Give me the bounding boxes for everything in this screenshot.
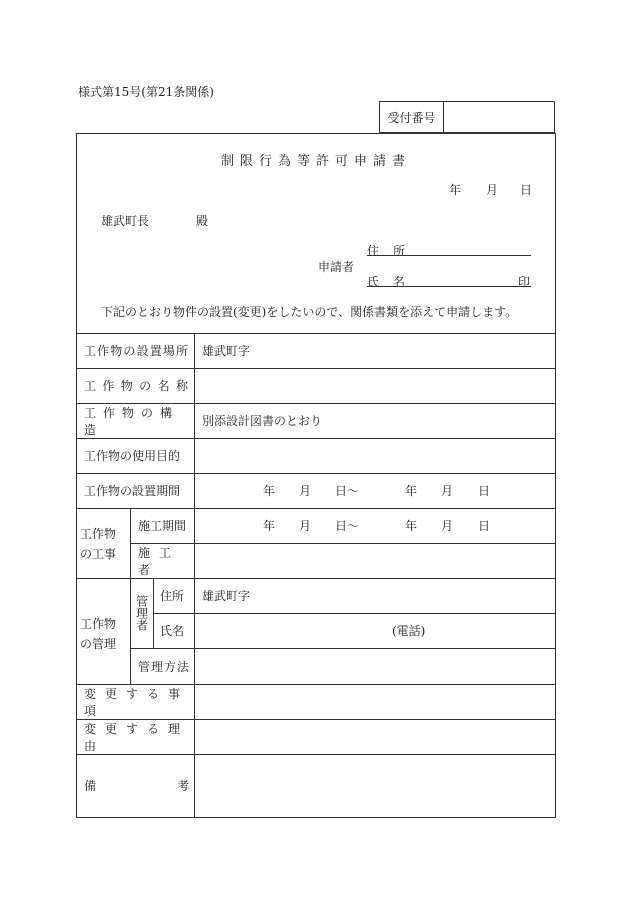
manager-address-value[interactable]: 雄武町字 bbox=[202, 589, 251, 603]
install-start-month: 月 bbox=[299, 484, 312, 498]
usage-purpose-label: 工作物の使用目的 bbox=[84, 449, 181, 463]
install-end-year: 年 bbox=[405, 484, 418, 498]
address-underline[interactable] bbox=[367, 255, 531, 256]
date-day: 日 bbox=[520, 183, 533, 197]
location-value[interactable]: 雄武町字 bbox=[202, 344, 251, 358]
install-end-month: 月 bbox=[441, 484, 454, 498]
change-item-value[interactable] bbox=[202, 684, 552, 719]
receipt-number-box bbox=[379, 101, 555, 133]
receipt-number-label: 受付番号 bbox=[380, 102, 444, 132]
table-column-rule bbox=[153, 578, 154, 648]
change-reason-label: 変更する理由 bbox=[84, 721, 190, 753]
install-start-year: 年 bbox=[263, 484, 276, 498]
construction-start-year: 年 bbox=[263, 519, 276, 533]
manager-label: 管理者 bbox=[134, 595, 149, 631]
receipt-number-field[interactable] bbox=[444, 102, 554, 132]
construction-start-day: 日〜 bbox=[335, 519, 360, 533]
form-number-label: 様式第15号(第21条関係) bbox=[78, 85, 214, 99]
table-rule bbox=[153, 613, 556, 614]
construction-end-year: 年 bbox=[405, 519, 418, 533]
construction-group-line1: 工作物 bbox=[80, 527, 117, 541]
manager-name-label: 氏名 bbox=[160, 624, 185, 638]
construction-end-month: 月 bbox=[441, 519, 454, 533]
manager-phone-label: (電話) bbox=[392, 624, 426, 638]
change-reason-value[interactable] bbox=[202, 719, 552, 754]
applicant-label: 申請者 bbox=[318, 260, 355, 274]
remarks-label-left: 備 bbox=[84, 779, 97, 793]
construction-period-label: 施工期間 bbox=[138, 519, 187, 533]
contractor-value[interactable] bbox=[202, 543, 552, 578]
structure-type-label: 工作物の構造 bbox=[84, 405, 180, 437]
construction-group-line2: の工事 bbox=[80, 547, 117, 561]
management-group-label bbox=[80, 614, 126, 654]
applicant-address-label: 住所 bbox=[367, 244, 420, 258]
document-title: 制限行為等許可申請書 bbox=[220, 154, 411, 169]
date-month: 月 bbox=[486, 183, 499, 197]
structure-type-value[interactable]: 別添設計図書のとおり bbox=[202, 414, 323, 428]
contractor-label: 施工者 bbox=[138, 545, 181, 577]
management-group-line1: 工作物 bbox=[80, 617, 117, 631]
table-column-rule bbox=[194, 333, 195, 817]
location-label: 工 作 物 の 設 置 場 所 bbox=[84, 344, 188, 358]
remarks-label-right: 考 bbox=[177, 779, 190, 793]
remarks-value[interactable] bbox=[202, 754, 552, 817]
management-group-line2: の管理 bbox=[80, 637, 117, 651]
seal-mark: 印 bbox=[518, 275, 531, 289]
applicant-name-label: 氏名 bbox=[367, 275, 420, 289]
change-item-label: 変更する事項 bbox=[84, 686, 190, 718]
date-year: 年 bbox=[449, 183, 462, 197]
install-start-day: 日〜 bbox=[335, 484, 360, 498]
construction-end-day: 日 bbox=[478, 519, 491, 533]
addressee: 雄武町長 bbox=[101, 214, 150, 228]
construction-start-month: 月 bbox=[299, 519, 312, 533]
installation-period-label: 工作物の設置期間 bbox=[84, 484, 181, 498]
honorific: 殿 bbox=[196, 214, 209, 228]
structure-name-value[interactable] bbox=[202, 368, 552, 403]
install-end-day: 日 bbox=[478, 484, 491, 498]
structure-name-label: 工 作 物 の 名 称 bbox=[84, 379, 188, 393]
management-method-value[interactable] bbox=[202, 648, 552, 684]
construction-group-label bbox=[80, 524, 126, 564]
name-underline[interactable] bbox=[367, 286, 531, 287]
management-method-label: 管理方法 bbox=[138, 659, 191, 674]
manager-address-label: 住所 bbox=[160, 589, 185, 603]
usage-purpose-value[interactable] bbox=[202, 438, 552, 473]
application-statement: 下記のとおり物件の設置(変更)をしたいので、関係書類を添えて申請します。 bbox=[101, 305, 518, 319]
